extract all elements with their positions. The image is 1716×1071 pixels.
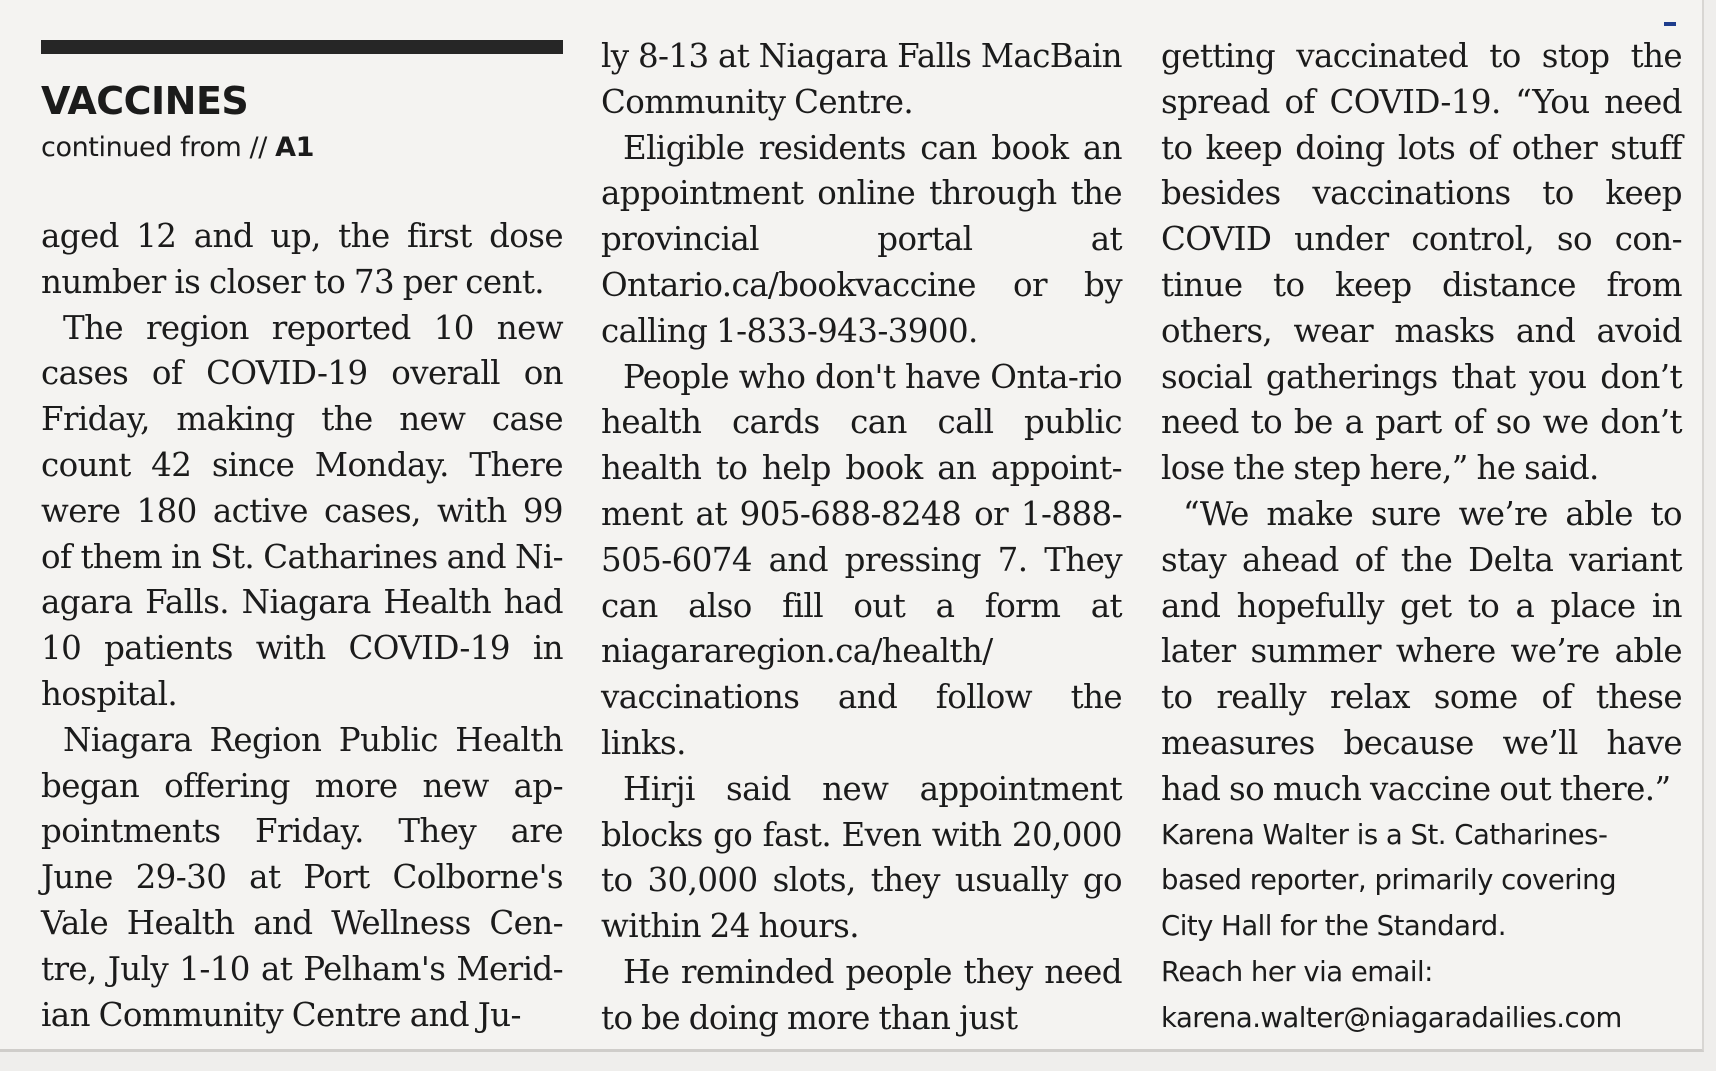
paragraph: “We make sure we’re able to stay ahead of the Delta variant and hopefully get to a place in later summer where we’re able to really relax some of these measures because we’ll have had so much vaccine out there.” [1161, 494, 1682, 808]
section-rule [41, 40, 563, 54]
author-email: karena.walter@niagaradailies.com [1161, 1001, 1622, 1034]
tagline-line: based reporter, primarily covering [1161, 864, 1617, 897]
continued-label: continued from // [41, 132, 267, 163]
article-column-3 [1161, 34, 1682, 1042]
ink-mark [1664, 22, 1676, 26]
paragraph: aged 12 and up, the first dose number is closer to 73 per cent. [41, 217, 563, 301]
continued-page: A1 [275, 132, 315, 163]
paragraph: Niagara Region Public Health began offering more new ap-pointments Friday. They are June 29-30 at Port Colborne's Vale Health and Wellness Cen-tre, July 1-10 at Pelham's Merid-ian Community Centre and Ju- [41, 720, 563, 1034]
paragraph: getting vaccinated to stop the spread of COVID-19. “You need to keep doing lots of other stuff besides vaccinations to keep COVID under control, so con-tinue to keep distance from others, wear masks and avoid social gatherings that you don’t need to be a part of so we don’t lose the step here,” he said. [1161, 37, 1682, 488]
tagline-line: Reach her via email: [1161, 955, 1433, 988]
continued-from-line [41, 130, 314, 166]
paragraph: Eligible residents can book an appointment online through the provincial portal at Ontario.ca/bookvaccine or by calling 1-833-943-3900. [601, 128, 1122, 350]
section-title: VACCINES [41, 79, 249, 123]
paragraph: Hirji said new appointment blocks go fast. Even with 20,000 to 30,000 slots, they usually go within 24 hours. [601, 769, 1122, 946]
paragraph: People who don't have Onta-rio health cards can call public health to help book an appoint-ment at 905-688-8248 or 1-888-505-6074 and pressing 7. They can also fill out a form at niagararegion.ca/health/ vaccinations and follow the links. [601, 357, 1122, 762]
article-column-2 [601, 34, 1122, 1042]
author-tagline [1161, 813, 1682, 1042]
paragraph: The region reported 10 new cases of COVID-19 overall on Friday, making the new case count 42 since Monday. There were 180 active cases, with 99 of them in St. Catharines and Ni-agara Falls. Niagara Health had 10 patients with COVID-19 in hospital. [41, 308, 563, 713]
paragraph: ly 8-13 at Niagara Falls MacBain Community Centre. [601, 37, 1122, 121]
article-column-1 [41, 214, 563, 1038]
paragraph: He reminded people they need to be doing more than just [601, 952, 1122, 1037]
tagline-line: Karena Walter is a St. Catharines- [1161, 818, 1608, 851]
tagline-line: City Hall for the Standard. [1161, 910, 1506, 943]
